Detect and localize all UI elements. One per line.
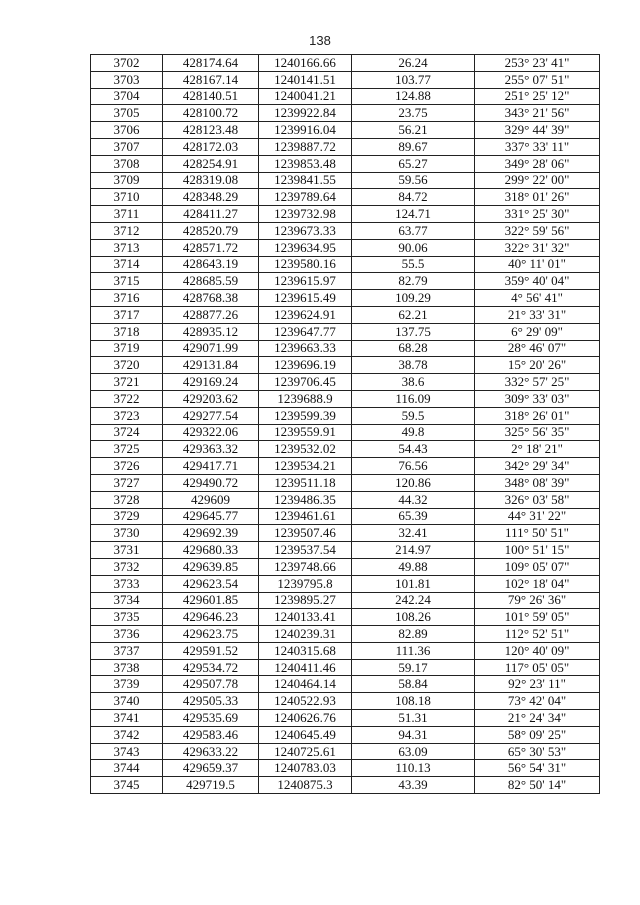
table-row xyxy=(91,760,600,777)
y-coordinate-cell: 1239532.02 xyxy=(259,441,352,458)
point-number-cell: 3702 xyxy=(91,55,163,72)
distance-cell: 242.24 xyxy=(352,592,475,609)
x-coordinate-cell: 429623.75 xyxy=(163,626,259,643)
y-coordinate-cell: 1240645.49 xyxy=(259,726,352,743)
bearing-cell: 299° 22' 00" xyxy=(475,172,600,189)
table-row xyxy=(91,306,600,323)
bearing-cell: 58° 09' 25" xyxy=(475,726,600,743)
y-coordinate-cell: 1239688.9 xyxy=(259,390,352,407)
bearing-cell: 2° 18' 21" xyxy=(475,441,600,458)
y-coordinate-cell: 1239795.8 xyxy=(259,575,352,592)
bearing-cell: 322° 59' 56" xyxy=(475,222,600,239)
distance-cell: 82.79 xyxy=(352,273,475,290)
bearing-cell: 92° 23' 11" xyxy=(475,676,600,693)
x-coordinate-cell: 429417.71 xyxy=(163,458,259,475)
x-coordinate-cell: 428520.79 xyxy=(163,222,259,239)
y-coordinate-cell: 1239559.91 xyxy=(259,424,352,441)
distance-cell: 124.71 xyxy=(352,206,475,223)
table-row xyxy=(91,710,600,727)
table-row xyxy=(91,743,600,760)
x-coordinate-cell: 429659.37 xyxy=(163,760,259,777)
point-number-cell: 3732 xyxy=(91,558,163,575)
distance-cell: 26.24 xyxy=(352,55,475,72)
distance-cell: 214.97 xyxy=(352,542,475,559)
point-number-cell: 3730 xyxy=(91,525,163,542)
table-row xyxy=(91,609,600,626)
y-coordinate-cell: 1240783.03 xyxy=(259,760,352,777)
distance-cell: 94.31 xyxy=(352,726,475,743)
bearing-cell: 326° 03' 58" xyxy=(475,491,600,508)
distance-cell: 108.18 xyxy=(352,693,475,710)
point-number-cell: 3744 xyxy=(91,760,163,777)
point-number-cell: 3714 xyxy=(91,256,163,273)
point-number-cell: 3721 xyxy=(91,374,163,391)
bearing-cell: 322° 31' 32" xyxy=(475,239,600,256)
distance-cell: 82.89 xyxy=(352,626,475,643)
x-coordinate-cell: 429322.06 xyxy=(163,424,259,441)
table-row xyxy=(91,558,600,575)
x-coordinate-cell: 429719.5 xyxy=(163,777,259,794)
table-row xyxy=(91,55,600,72)
y-coordinate-cell: 1239789.64 xyxy=(259,189,352,206)
x-coordinate-cell: 428685.59 xyxy=(163,273,259,290)
point-number-cell: 3716 xyxy=(91,290,163,307)
distance-cell: 116.09 xyxy=(352,390,475,407)
x-coordinate-cell: 429645.77 xyxy=(163,508,259,525)
y-coordinate-cell: 1240626.76 xyxy=(259,710,352,727)
point-number-cell: 3729 xyxy=(91,508,163,525)
bearing-cell: 65° 30' 53" xyxy=(475,743,600,760)
y-coordinate-cell: 1239507.46 xyxy=(259,525,352,542)
table-row xyxy=(91,676,600,693)
distance-cell: 84.72 xyxy=(352,189,475,206)
x-coordinate-cell: 428768.38 xyxy=(163,290,259,307)
bearing-cell: 318° 26' 01" xyxy=(475,407,600,424)
distance-cell: 137.75 xyxy=(352,323,475,340)
point-number-cell: 3743 xyxy=(91,743,163,760)
point-number-cell: 3710 xyxy=(91,189,163,206)
table-row xyxy=(91,172,600,189)
table-row xyxy=(91,189,600,206)
y-coordinate-cell: 1239634.95 xyxy=(259,239,352,256)
bearing-cell: 100° 51' 15" xyxy=(475,542,600,559)
distance-cell: 62.21 xyxy=(352,306,475,323)
bearing-cell: 82° 50' 14" xyxy=(475,777,600,794)
distance-cell: 55.5 xyxy=(352,256,475,273)
table-row xyxy=(91,88,600,105)
distance-cell: 120.86 xyxy=(352,474,475,491)
distance-cell: 23.75 xyxy=(352,105,475,122)
table-row xyxy=(91,508,600,525)
table-row xyxy=(91,256,600,273)
bearing-cell: 109° 05' 07" xyxy=(475,558,600,575)
table-row xyxy=(91,206,600,223)
y-coordinate-cell: 1239706.45 xyxy=(259,374,352,391)
point-number-cell: 3709 xyxy=(91,172,163,189)
table-row xyxy=(91,659,600,676)
distance-cell: 109.29 xyxy=(352,290,475,307)
table-row xyxy=(91,340,600,357)
bearing-cell: 15° 20' 26" xyxy=(475,357,600,374)
distance-cell: 38.78 xyxy=(352,357,475,374)
table-row xyxy=(91,122,600,139)
y-coordinate-cell: 1239647.77 xyxy=(259,323,352,340)
point-number-cell: 3740 xyxy=(91,693,163,710)
distance-cell: 59.5 xyxy=(352,407,475,424)
point-number-cell: 3707 xyxy=(91,138,163,155)
y-coordinate-cell: 1239615.49 xyxy=(259,290,352,307)
bearing-cell: 44° 31' 22" xyxy=(475,508,600,525)
table-row xyxy=(91,474,600,491)
point-number-cell: 3706 xyxy=(91,122,163,139)
x-coordinate-cell: 429680.33 xyxy=(163,542,259,559)
bearing-cell: 111° 50' 51" xyxy=(475,525,600,542)
distance-cell: 49.88 xyxy=(352,558,475,575)
table-row xyxy=(91,626,600,643)
y-coordinate-cell: 1239673.33 xyxy=(259,222,352,239)
point-number-cell: 3741 xyxy=(91,710,163,727)
y-coordinate-cell: 1239663.33 xyxy=(259,340,352,357)
table-row xyxy=(91,273,600,290)
y-coordinate-cell: 1239461.61 xyxy=(259,508,352,525)
table-row xyxy=(91,357,600,374)
table-row xyxy=(91,592,600,609)
y-coordinate-cell: 1240411.46 xyxy=(259,659,352,676)
bearing-cell: 79° 26' 36" xyxy=(475,592,600,609)
y-coordinate-cell: 1240166.66 xyxy=(259,55,352,72)
bearing-cell: 117° 05' 05" xyxy=(475,659,600,676)
bearing-cell: 349° 28' 06" xyxy=(475,155,600,172)
y-coordinate-cell: 1240875.3 xyxy=(259,777,352,794)
table-row xyxy=(91,777,600,794)
x-coordinate-cell: 429601.85 xyxy=(163,592,259,609)
table-row xyxy=(91,458,600,475)
point-number-cell: 3728 xyxy=(91,491,163,508)
bearing-cell: 343° 21' 56" xyxy=(475,105,600,122)
table-row xyxy=(91,693,600,710)
bearing-cell: 318° 01' 26" xyxy=(475,189,600,206)
bearing-cell: 337° 33' 11" xyxy=(475,138,600,155)
table-row xyxy=(91,424,600,441)
x-coordinate-cell: 429646.23 xyxy=(163,609,259,626)
bearing-cell: 309° 33' 03" xyxy=(475,390,600,407)
table-row xyxy=(91,642,600,659)
table-row xyxy=(91,290,600,307)
distance-cell: 124.88 xyxy=(352,88,475,105)
bearing-cell: 253° 23' 41" xyxy=(475,55,600,72)
x-coordinate-cell: 428174.64 xyxy=(163,55,259,72)
table-row xyxy=(91,138,600,155)
point-number-cell: 3703 xyxy=(91,71,163,88)
y-coordinate-cell: 1239841.55 xyxy=(259,172,352,189)
x-coordinate-cell: 428172.03 xyxy=(163,138,259,155)
distance-cell: 103.77 xyxy=(352,71,475,88)
bearing-cell: 331° 25' 30" xyxy=(475,206,600,223)
y-coordinate-cell: 1240315.68 xyxy=(259,642,352,659)
point-number-cell: 3711 xyxy=(91,206,163,223)
table-row xyxy=(91,374,600,391)
y-coordinate-cell: 1239624.91 xyxy=(259,306,352,323)
bearing-cell: 112° 52' 51" xyxy=(475,626,600,643)
distance-cell: 108.26 xyxy=(352,609,475,626)
x-coordinate-cell: 429203.62 xyxy=(163,390,259,407)
point-number-cell: 3734 xyxy=(91,592,163,609)
y-coordinate-cell: 1240141.51 xyxy=(259,71,352,88)
x-coordinate-cell: 429535.69 xyxy=(163,710,259,727)
bearing-cell: 21° 24' 34" xyxy=(475,710,600,727)
point-number-cell: 3712 xyxy=(91,222,163,239)
x-coordinate-cell: 429633.22 xyxy=(163,743,259,760)
table-row xyxy=(91,222,600,239)
point-number-cell: 3742 xyxy=(91,726,163,743)
x-coordinate-cell: 429639.85 xyxy=(163,558,259,575)
y-coordinate-cell: 1240522.93 xyxy=(259,693,352,710)
point-number-cell: 3739 xyxy=(91,676,163,693)
x-coordinate-cell: 428935.12 xyxy=(163,323,259,340)
table-row xyxy=(91,105,600,122)
point-number-cell: 3713 xyxy=(91,239,163,256)
bearing-cell: 6° 29' 09" xyxy=(475,323,600,340)
y-coordinate-cell: 1240133.41 xyxy=(259,609,352,626)
x-coordinate-cell: 429071.99 xyxy=(163,340,259,357)
point-number-cell: 3731 xyxy=(91,542,163,559)
table-row xyxy=(91,323,600,340)
point-number-cell: 3727 xyxy=(91,474,163,491)
x-coordinate-cell: 429507.78 xyxy=(163,676,259,693)
table-row xyxy=(91,71,600,88)
y-coordinate-cell: 1239887.72 xyxy=(259,138,352,155)
distance-cell: 59.17 xyxy=(352,659,475,676)
point-number-cell: 3726 xyxy=(91,458,163,475)
x-coordinate-cell: 429363.32 xyxy=(163,441,259,458)
bearing-cell: 73° 42' 04" xyxy=(475,693,600,710)
y-coordinate-cell: 1239534.21 xyxy=(259,458,352,475)
distance-cell: 56.21 xyxy=(352,122,475,139)
table-row xyxy=(91,441,600,458)
point-number-cell: 3722 xyxy=(91,390,163,407)
distance-cell: 44.32 xyxy=(352,491,475,508)
y-coordinate-cell: 1239696.19 xyxy=(259,357,352,374)
distance-cell: 49.8 xyxy=(352,424,475,441)
bearing-cell: 40° 11' 01" xyxy=(475,256,600,273)
x-coordinate-cell: 429692.39 xyxy=(163,525,259,542)
point-number-cell: 3737 xyxy=(91,642,163,659)
bearing-cell: 342° 29' 34" xyxy=(475,458,600,475)
table-row xyxy=(91,491,600,508)
distance-cell: 63.09 xyxy=(352,743,475,760)
distance-cell: 59.56 xyxy=(352,172,475,189)
bearing-cell: 4° 56' 41" xyxy=(475,290,600,307)
table-row xyxy=(91,407,600,424)
x-coordinate-cell: 428100.72 xyxy=(163,105,259,122)
y-coordinate-cell: 1239732.98 xyxy=(259,206,352,223)
distance-cell: 101.81 xyxy=(352,575,475,592)
distance-cell: 51.31 xyxy=(352,710,475,727)
coordinate-table xyxy=(90,54,600,794)
table-row xyxy=(91,155,600,172)
y-coordinate-cell: 1240041.21 xyxy=(259,88,352,105)
x-coordinate-cell: 428571.72 xyxy=(163,239,259,256)
x-coordinate-cell: 429609 xyxy=(163,491,259,508)
distance-cell: 43.39 xyxy=(352,777,475,794)
table-row xyxy=(91,542,600,559)
distance-cell: 65.27 xyxy=(352,155,475,172)
distance-cell: 76.56 xyxy=(352,458,475,475)
point-number-cell: 3738 xyxy=(91,659,163,676)
x-coordinate-cell: 429534.72 xyxy=(163,659,259,676)
distance-cell: 54.43 xyxy=(352,441,475,458)
bearing-cell: 359° 40' 04" xyxy=(475,273,600,290)
point-number-cell: 3736 xyxy=(91,626,163,643)
y-coordinate-cell: 1239580.16 xyxy=(259,256,352,273)
x-coordinate-cell: 428348.29 xyxy=(163,189,259,206)
bearing-cell: 101° 59' 05" xyxy=(475,609,600,626)
bearing-cell: 120° 40' 09" xyxy=(475,642,600,659)
x-coordinate-cell: 428411.27 xyxy=(163,206,259,223)
coordinate-table-body xyxy=(91,55,600,794)
distance-cell: 38.6 xyxy=(352,374,475,391)
distance-cell: 32.41 xyxy=(352,525,475,542)
y-coordinate-cell: 1239486.35 xyxy=(259,491,352,508)
y-coordinate-cell: 1239895.27 xyxy=(259,592,352,609)
distance-cell: 65.39 xyxy=(352,508,475,525)
page-number: 138 xyxy=(309,33,331,48)
x-coordinate-cell: 429490.72 xyxy=(163,474,259,491)
point-number-cell: 3724 xyxy=(91,424,163,441)
x-coordinate-cell: 428123.48 xyxy=(163,122,259,139)
point-number-cell: 3708 xyxy=(91,155,163,172)
distance-cell: 89.67 xyxy=(352,138,475,155)
x-coordinate-cell: 429591.52 xyxy=(163,642,259,659)
x-coordinate-cell: 428140.51 xyxy=(163,88,259,105)
bearing-cell: 251° 25' 12" xyxy=(475,88,600,105)
distance-cell: 90.06 xyxy=(352,239,475,256)
bearing-cell: 329° 44' 39" xyxy=(475,122,600,139)
point-number-cell: 3718 xyxy=(91,323,163,340)
y-coordinate-cell: 1239537.54 xyxy=(259,542,352,559)
x-coordinate-cell: 428877.26 xyxy=(163,306,259,323)
x-coordinate-cell: 428167.14 xyxy=(163,71,259,88)
bearing-cell: 332° 57' 25" xyxy=(475,374,600,391)
bearing-cell: 102° 18' 04" xyxy=(475,575,600,592)
y-coordinate-cell: 1239853.48 xyxy=(259,155,352,172)
table-row xyxy=(91,726,600,743)
table-row xyxy=(91,239,600,256)
point-number-cell: 3725 xyxy=(91,441,163,458)
point-number-cell: 3745 xyxy=(91,777,163,794)
point-number-cell: 3720 xyxy=(91,357,163,374)
point-number-cell: 3735 xyxy=(91,609,163,626)
table-row xyxy=(91,390,600,407)
distance-cell: 63.77 xyxy=(352,222,475,239)
y-coordinate-cell: 1239615.97 xyxy=(259,273,352,290)
y-coordinate-cell: 1239599.39 xyxy=(259,407,352,424)
point-number-cell: 3715 xyxy=(91,273,163,290)
x-coordinate-cell: 429623.54 xyxy=(163,575,259,592)
distance-cell: 110.13 xyxy=(352,760,475,777)
point-number-cell: 3717 xyxy=(91,306,163,323)
bearing-cell: 325° 56' 35" xyxy=(475,424,600,441)
x-coordinate-cell: 428643.19 xyxy=(163,256,259,273)
x-coordinate-cell: 429169.24 xyxy=(163,374,259,391)
bearing-cell: 28° 46' 07" xyxy=(475,340,600,357)
x-coordinate-cell: 428319.08 xyxy=(163,172,259,189)
table-row xyxy=(91,575,600,592)
y-coordinate-cell: 1239511.18 xyxy=(259,474,352,491)
x-coordinate-cell: 429583.46 xyxy=(163,726,259,743)
y-coordinate-cell: 1239916.04 xyxy=(259,122,352,139)
x-coordinate-cell: 429505.33 xyxy=(163,693,259,710)
y-coordinate-cell: 1239922.84 xyxy=(259,105,352,122)
x-coordinate-cell: 429277.54 xyxy=(163,407,259,424)
point-number-cell: 3705 xyxy=(91,105,163,122)
point-number-cell: 3704 xyxy=(91,88,163,105)
point-number-cell: 3733 xyxy=(91,575,163,592)
bearing-cell: 348° 08' 39" xyxy=(475,474,600,491)
bearing-cell: 56° 54' 31" xyxy=(475,760,600,777)
bearing-cell: 255° 07' 51" xyxy=(475,71,600,88)
distance-cell: 68.28 xyxy=(352,340,475,357)
point-number-cell: 3723 xyxy=(91,407,163,424)
x-coordinate-cell: 429131.84 xyxy=(163,357,259,374)
x-coordinate-cell: 428254.91 xyxy=(163,155,259,172)
distance-cell: 111.36 xyxy=(352,642,475,659)
point-number-cell: 3719 xyxy=(91,340,163,357)
y-coordinate-cell: 1239748.66 xyxy=(259,558,352,575)
bearing-cell: 21° 33' 31" xyxy=(475,306,600,323)
table-row xyxy=(91,525,600,542)
y-coordinate-cell: 1240239.31 xyxy=(259,626,352,643)
y-coordinate-cell: 1240725.61 xyxy=(259,743,352,760)
distance-cell: 58.84 xyxy=(352,676,475,693)
y-coordinate-cell: 1240464.14 xyxy=(259,676,352,693)
